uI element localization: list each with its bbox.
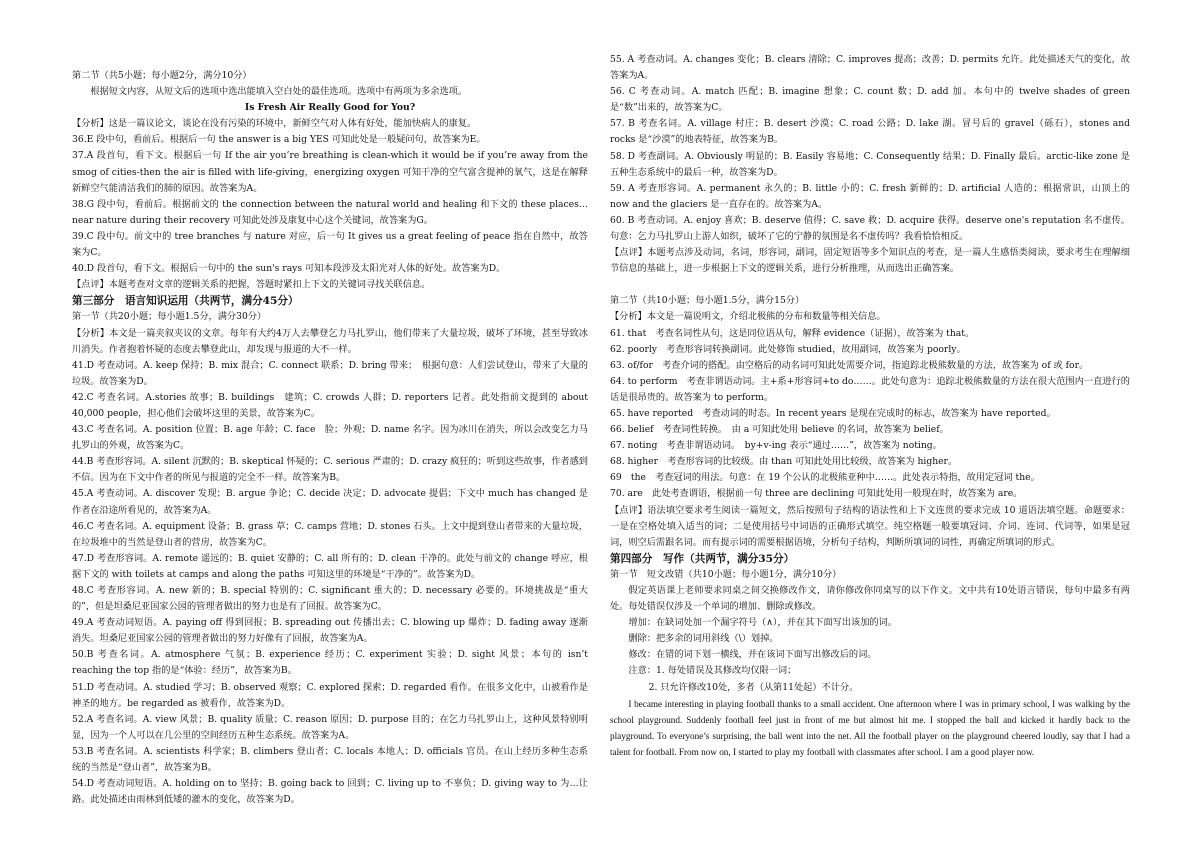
q68: 68. higher 考查形容词的比较级。由 than 可知此处用比较级，故答案为 higher。 xyxy=(610,456,958,468)
p3-header: 第三部分 语言知识运用（共两节，满分45分） xyxy=(72,295,299,308)
q51: 51.D 考查动词。A. studied 学习；B. observed 观察；C. explored 探索；D. regarded 看作。在很多文化中，山被看作是神圣的地方。be regarded as 被看作，故答案为D。 xyxy=(72,681,588,709)
q45: 45.A 考查动词。A. discover 发现；B. argue 争论；C. decide 决定；D. advocate 提倡；下文中 much has changed 是作者在沿途所看见的，故答案为A。 xyxy=(72,488,588,516)
p4-s1: 第一节 短文改错（共10小题；每小题1分，满分10分） xyxy=(610,568,842,580)
gap1 xyxy=(610,277,1130,293)
q48: 48.C 考查形容词。A. new 新的；B. special 特别的；C. significant 重大的；D. necessary 必要的。环境挑战是“重大的”，但是坦桑尼亚国家公园的管理者做出的努力也是有了回报。故答案为C。 xyxy=(72,585,588,613)
s1-comment: 【点评】本题考点涉及动词，名词，形容词，副词，固定短语等多个知识点的考查，是一篇人生感悟类阅读，要求考生在理解细节信息的基础上，进一步根据上下文的逻辑关系，进行分析推理，从而选出正确答案。 xyxy=(610,247,1130,275)
q58: 58. D 考查副词。A. Obviously 明显的；B. Easily 容易地；C. Consequently 结果；D. Finally 最后。arctic-like zone 是五种生态系统中的最后一种，故答案为D。 xyxy=(610,150,1130,178)
q43: 43.C 考查名词。A. position 位置；B. age 年龄；C. face 脸；外观；D. name 名字。因为冰川在消失，所以会改变乞力马扎罗山的外观，故答案为C。 xyxy=(72,424,588,452)
right-column xyxy=(610,52,1130,760)
s2-title: Is Fresh Air Really Good for You? xyxy=(244,102,416,114)
p3-s2: 第二节（共10小题；每小题1.5分，满分15分） xyxy=(610,295,805,307)
q36: 36.E 段中句，看前后。根据后一句 the answer is a big YES 可知此处是一般疑问句，故答案为E。 xyxy=(72,134,486,146)
q66: 66. belief 考查词性转换。 由 a 可知此处用 believe 的名词，故答案为 belief。 xyxy=(610,424,949,436)
q49: 49.A 考查动词短语。A. paying off 得到回报；B. spreading out 传播出去；C. blowing up 爆炸；D. fading away 逐渐消失。坦桑尼亚国家公园的管理者做出的努力好像有了回报，故答案为A。 xyxy=(72,617,588,645)
s2-analysis: 【分析】这是一篇议论文，谈论在没有污染的环境中，新鲜空气对人体有好处，能加快病人的康复。 xyxy=(72,118,477,130)
q44: 44.B 考查形容词。A. silent 沉默的；B. skeptical 怀疑的；C. serious 严肃的；D. crazy 疯狂的；听到这些故事，作者感到不信。因为在下文中作者的所见与报道的完全不一样。故答案为B。 xyxy=(72,456,588,484)
q65: 65. have reported 考查动词的时态。In recent years 是现在完成时的标志，故答案为 have reported。 xyxy=(610,407,1056,419)
q62: 62. poorly 考查形容词转换副词。此处修饰 studied，故用副词，故答案为 poorly。 xyxy=(610,343,966,355)
q42: 42.C 考查名词。A.stories 故事；B. buildings 建筑；C. crowds 人群；D. reporters 记者。此处指前文提到的 about 40,000 people，担心他们会破坏这里的美景，故答案为C。 xyxy=(72,391,588,419)
q40: 40.D 段首句，看下文。根据后一句中的 the sun's rays 可知本段涉及太阳光对人体的好处。故答案为D。 xyxy=(72,263,506,275)
p3-analysis: 【分析】本文是一篇夹叙夹议的文章。每年有大约4万人去攀登乞力马扎罗山，他们带来了大量垃圾，破坏了环境，甚至导致冰川消失。作者抱着怀疑的态度去攀登此山，却发现与报道的大不一样。 xyxy=(72,327,588,355)
q46: 46.C 考查名词。A. equipment 设备；B. grass 草；C. camps 营地；D. stones 石头。上文中提到登山者带来的大量垃圾，在垃圾堆中的当然是登山者的营房，故答案为C。 xyxy=(72,520,588,548)
q47: 47.D 考查形容词。A. remote 遥远的；B. quiet 安静的；C. all 所有的；D. clean 干净的。此处与前文的 change 呼应，根据下文的 with toilets at camps and along the paths 可知这里的环境是“干净的”。故答案为D。 xyxy=(72,552,588,580)
s2b-comment: 【点评】语法填空要求考生阅读一篇短文，然后按照句子结构的语法性和上下文连贯的要求完成 10 道语法填空题。命题要求：一是在空格处填入适当的词；二是使用括号中词语的正确形式填空。纯空格题一般要填冠词、介词、连词、代词等，如果是冠词，则空后需跟名词。而有提示词的需要根据语境，分析句子结构，判断所填词的词性，再确定所填词的形式。 xyxy=(610,504,1130,548)
p3-s2-analysis: 【分析】本文是一篇说明文，介绍北极熊的分布和数量等相关信息。 xyxy=(610,311,886,323)
s2-comment: 【点评】本题考查对文章的逻辑关系的把握，答题时紧扣上下文的关键词寻找关联信息。 xyxy=(72,279,431,291)
q39: 39.C 段中句。前文中的 tree branches 与 nature 对应，后一句 It gives us a great feeling of peace 指在自然中，故答案为C。 xyxy=(72,230,588,259)
p4-mod: 修改：在错的词下划一横线，并在该词下面写出修改后的词。 xyxy=(628,649,877,661)
q52: 52.A 考查名词。A. view 风景；B. quality 质量；C. reason 原因；D. purpose 目的；在乞力马扎罗山上，这种风景特别明显，因为一个人可以在几公里的空间经历五种生态系统。故答案为A。 xyxy=(72,713,588,741)
q60: 60. B 考查动词。A. enjoy 喜欢；B. deserve 值得；C. save 救；D. acquire 获得。deserve one's reputation 名不虚传。句意：乞力马扎罗山上游人如织，破坏了它的宁静的氛围是名不虚传吗？我看恰恰相反。 xyxy=(610,214,1130,243)
q67: 67. noting 考查非谓语动词。 by+v-ing 表示“通过……”，故答案为 noting。 xyxy=(610,440,942,452)
q63: 63. of/for 考查介词的搭配。由空格后的动名词可知此处需要介词，指追踪北极熊数量的方法，故答案为 of 或 for。 xyxy=(610,359,1089,371)
q54: 54.D 考查动词短语。A. holding on to 坚持；B. going back to 回到；C. living up to 不辜负；D. giving way to 为…让路。此处描述由雨林到低矮的灌木的变化，故答案为D。 xyxy=(72,778,588,806)
p4-note2: 2. 只允许修改10处，多者（从第11处起）不计分。 xyxy=(648,681,859,693)
p4-add: 增加：在缺词处加一个漏字符号（∧），并在其下面写出该加的词。 xyxy=(628,617,897,629)
q41: 41.D 考查动词。A. keep 保持；B. mix 混合；C. connect 联系；D. bring 带来； 根据句意：人们尝试登山，带来了大量的垃圾。故答案为D。 xyxy=(72,359,588,387)
q59: 59. A 考查形容词。A. permanent 永久的；B. little 小的；C. fresh 新鲜的；D. artificial 人造的；根据常识，山顶上的 now and the glaciers 是一直存在的。故答案为A。 xyxy=(610,182,1130,210)
q37: 37.A 段首句，看下文。根据后一句 If the air you’re breathing is clean-which it would be if you’re away from the smog of cities-then the air is filled with life-giving，energizing oxygen 可知干净的空气富含提神的氧气，这是在解释新鲜空气能清洁我们的肺的原因。故答案为A。 xyxy=(72,150,588,194)
q57: 57. B 考查名词。A. village 村庄；B. desert 沙漠；C. road 公路；D. lake 湖。冒号后的 gravel（砾石），stones and rocks 是“沙漠”的地表特征，故答案为B。 xyxy=(610,118,1130,146)
q64: 64. to perform 考查非谓语动词。主+系+形容词+to do……。此处句意为：追踪北极熊数量的方法在很大范围内一直进行的话是很昂贵的。故答案为 to perform。 xyxy=(610,375,1130,403)
q61: 61. that 考查名词性从句，这是同位语从句，解释 evidence（证据），故答案为 that。 xyxy=(610,327,975,339)
q70: 70. are 此处考查谓语，根据前一句 three are declining 可知此处用一般现在时，故答案为 are。 xyxy=(610,488,1023,500)
s2-instr: 根据短文内容，从短文后的选项中选出能填入空白处的最佳选项。选项中有两项为多余选项。 xyxy=(90,86,468,98)
q55: 55. A 考查动词。A. changes 变化；B. clears 清除；C. improves 提高；改善；D. permits 允许。此处描述天气的变化，故答案为A。 xyxy=(610,54,1130,82)
q38: 38.G 段中句，看前后。根据前文的 the connection between the natural world and healing 和下文的 these places…near nature during their recovery 可知此处涉及康复中心这个关键词，故答案为G。 xyxy=(72,198,588,226)
p4-header: 第四部分 写作（共两节，满分35分） xyxy=(610,552,795,565)
left-column xyxy=(72,52,588,808)
q50: 50.B 考查名词。A. atmosphere 气氛；B. experience 经历；C. experiment 实验；D. sight 风景；本句的 isn’t reaching the top 指的是“体验：经历”，故答案为B。 xyxy=(72,649,588,677)
p4-note1: 注意：1. 每处错误及其修改均仅限一词； xyxy=(628,665,797,677)
p4-del: 删除：把多余的词用斜线（\）划掉。 xyxy=(628,633,779,645)
p3-s1: 第一节（共20小题；每小题1.5分，满分30分） xyxy=(72,311,267,323)
s2-header: 第二节（共5小题；每小题2分，满分10分） xyxy=(72,70,252,81)
q53: 53.B 考查名词。A. scientists 科学家；B. climbers 登山者；C. locals 本地人；D. officials 官员。在山上经历多种生态系统的当然是“登山者”，故答案为B。 xyxy=(72,745,588,774)
essay: I became interesting in playing football thanks to a small accident. One afternoon where I was in primary school, I was walking by the school playground. Suddenly football feel just in front of me but almost hit me. I stopped the ball and kicked it hardly back to the playground. To everyone’s surprising, the ball went into the net. All the football player on the playground cheered loudly, say that I had a talent for football. From now on, I started to play my football with classmates after school. I am a good player now. xyxy=(610,698,1130,757)
q69: 69 the 考查冠词的用法。句意：在 19 个公认的北极熊亚种中……。此处表示特指，故用定冠词 the。 xyxy=(610,472,1040,484)
p4-instr: 假定英语课上老师要求同桌之间交换修改作文，请你修改你同桌写的以下作文。文中共有10处语言错误，每句中最多有两处。每处错误仅涉及一个单词的增加、删除或修改。 xyxy=(610,585,1130,613)
q56: 56. C 考查动词。A. match 匹配；B. imagine 想象；C. count 数；D. add 加。本句中的 twelve shades of green 是“数”出来的，故答案为C。 xyxy=(610,86,1130,114)
